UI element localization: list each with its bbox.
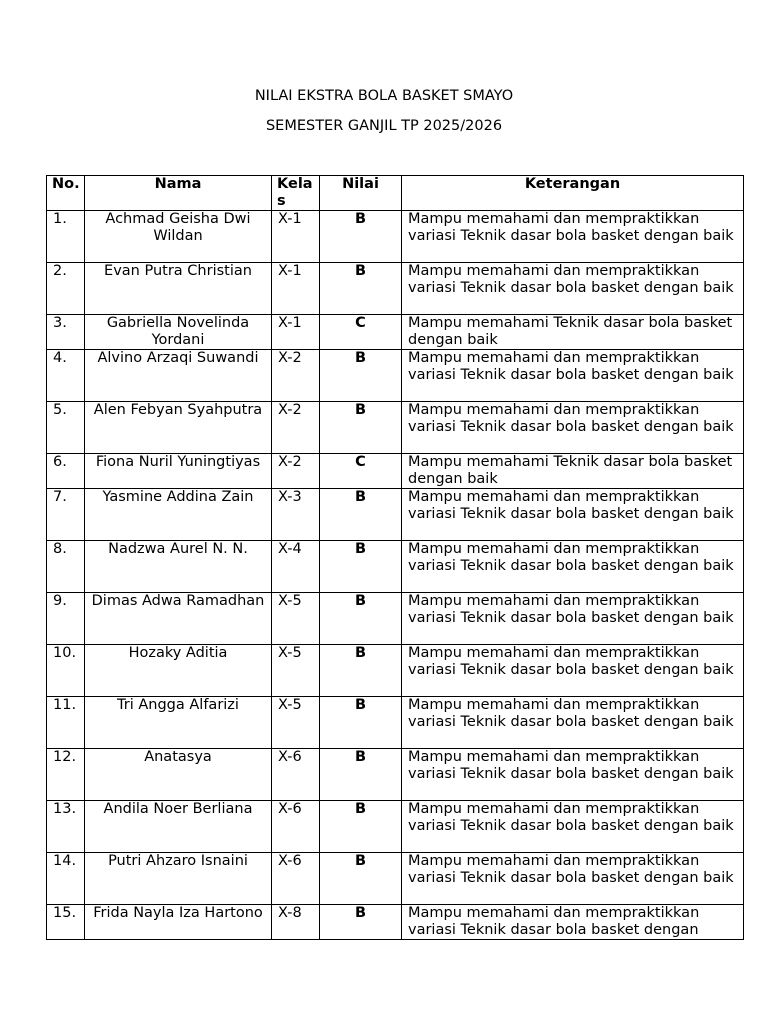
grade-cell: B [320,697,402,749]
grade-cell: B [320,402,402,454]
grade-cell: B [320,593,402,645]
header-nama: Nama [85,176,272,211]
student-name: Tri Angga Alfarizi [85,697,272,749]
description-cell: Mampu memahami dan mempraktikkan variasi Teknik dasar bola basket dengan baik [402,263,744,315]
grade-cell: B [320,853,402,905]
class-cell: X-2 [272,454,320,489]
class-cell: X-5 [272,697,320,749]
description-cell: Mampu memahami dan mempraktikkan variasi Teknik dasar bola basket dengan [402,905,744,940]
grade-cell: B [320,645,402,697]
description-cell: Mampu memahami Teknik dasar bola basket dengan baik [402,315,744,350]
description-cell: Mampu memahami Teknik dasar bola basket dengan baik [402,454,744,489]
grade-cell: B [320,541,402,593]
header-nilai: Nilai [320,176,402,211]
grades-table [46,175,744,940]
student-name: Yasmine Addina Zain [85,489,272,541]
student-name: Alvino Arzaqi Suwandi [85,350,272,402]
grade-cell: C [320,315,402,350]
header-kelas: Kelas [272,176,320,211]
document-subtitle: SEMESTER GANJIL TP 2025/2026 [265,118,503,134]
row-number: 12. [47,749,85,801]
class-cell: X-6 [272,749,320,801]
row-number: 14. [47,853,85,905]
header-no: No. [47,176,85,211]
row-number: 8. [47,541,85,593]
description-cell: Mampu memahami dan mempraktikkan variasi Teknik dasar bola basket dengan baik [402,801,744,853]
table-row [47,454,744,489]
header-keterangan: Keterangan [402,176,744,211]
grade-cell: B [320,801,402,853]
row-number: 3. [47,315,85,350]
description-cell: Mampu memahami dan mempraktikkan variasi Teknik dasar bola basket dengan baik [402,593,744,645]
row-number: 11. [47,697,85,749]
table-row [47,853,744,905]
description-cell: Mampu memahami dan mempraktikkan variasi Teknik dasar bola basket dengan baik [402,541,744,593]
student-name: Dimas Adwa Ramadhan [85,593,272,645]
table-row [47,801,744,853]
description-cell: Mampu memahami dan mempraktikkan variasi Teknik dasar bola basket dengan baik [402,402,744,454]
table-row [47,905,744,940]
grade-cell: B [320,905,402,940]
class-cell: X-5 [272,645,320,697]
description-cell: Mampu memahami dan mempraktikkan variasi Teknik dasar bola basket dengan baik [402,350,744,402]
class-cell: X-6 [272,801,320,853]
student-name: Gabriella Novelinda Yordani [85,315,272,350]
class-cell: X-5 [272,593,320,645]
row-number: 10. [47,645,85,697]
description-cell: Mampu memahami dan mempraktikkan variasi Teknik dasar bola basket dengan baik [402,749,744,801]
table-row [47,211,744,263]
student-name: Anatasya [85,749,272,801]
description-cell: Mampu memahami dan mempraktikkan variasi Teknik dasar bola basket dengan baik [402,853,744,905]
description-cell: Mampu memahami dan mempraktikkan variasi Teknik dasar bola basket dengan baik [402,697,744,749]
student-name: Putri Ahzaro Isnaini [85,853,272,905]
grade-cell: B [320,489,402,541]
table-body [47,211,744,940]
table-row [47,315,744,350]
row-number: 7. [47,489,85,541]
student-name: Frida Nayla Iza Hartono [85,905,272,940]
student-name: Nadzwa Aurel N. N. [85,541,272,593]
description-cell: Mampu memahami dan mempraktikkan variasi Teknik dasar bola basket dengan baik [402,211,744,263]
row-number: 5. [47,402,85,454]
row-number: 4. [47,350,85,402]
student-name: Hozaky Aditia [85,645,272,697]
row-number: 13. [47,801,85,853]
grade-cell: C [320,454,402,489]
document-title: NILAI EKSTRA BOLA BASKET SMAYO [254,88,514,104]
student-name: Achmad Geisha Dwi Wildan [85,211,272,263]
table-row [47,645,744,697]
description-cell: Mampu memahami dan mempraktikkan variasi Teknik dasar bola basket dengan baik [402,489,744,541]
row-number: 9. [47,593,85,645]
class-cell: X-2 [272,350,320,402]
table-row [47,350,744,402]
row-number: 6. [47,454,85,489]
table-row [47,402,744,454]
student-name: Fiona Nuril Yuningtiyas [85,454,272,489]
description-cell: Mampu memahami dan mempraktikkan variasi Teknik dasar bola basket dengan baik [402,645,744,697]
grade-cell: B [320,263,402,315]
class-cell: X-6 [272,853,320,905]
table-row [47,263,744,315]
class-cell: X-3 [272,489,320,541]
grade-cell: B [320,350,402,402]
row-number: 15. [47,905,85,940]
row-number: 1. [47,211,85,263]
row-number: 2. [47,263,85,315]
class-cell: X-4 [272,541,320,593]
student-name: Evan Putra Christian [85,263,272,315]
class-cell: X-1 [272,211,320,263]
table-row [47,749,744,801]
table-row [47,593,744,645]
table-header-row [47,176,744,211]
student-name: Alen Febyan Syahputra [85,402,272,454]
table-row [47,489,744,541]
class-cell: X-2 [272,402,320,454]
table-row [47,697,744,749]
table-row [47,541,744,593]
grade-cell: B [320,749,402,801]
student-name: Andila Noer Berliana [85,801,272,853]
class-cell: X-1 [272,315,320,350]
grade-cell: B [320,211,402,263]
class-cell: X-8 [272,905,320,940]
class-cell: X-1 [272,263,320,315]
